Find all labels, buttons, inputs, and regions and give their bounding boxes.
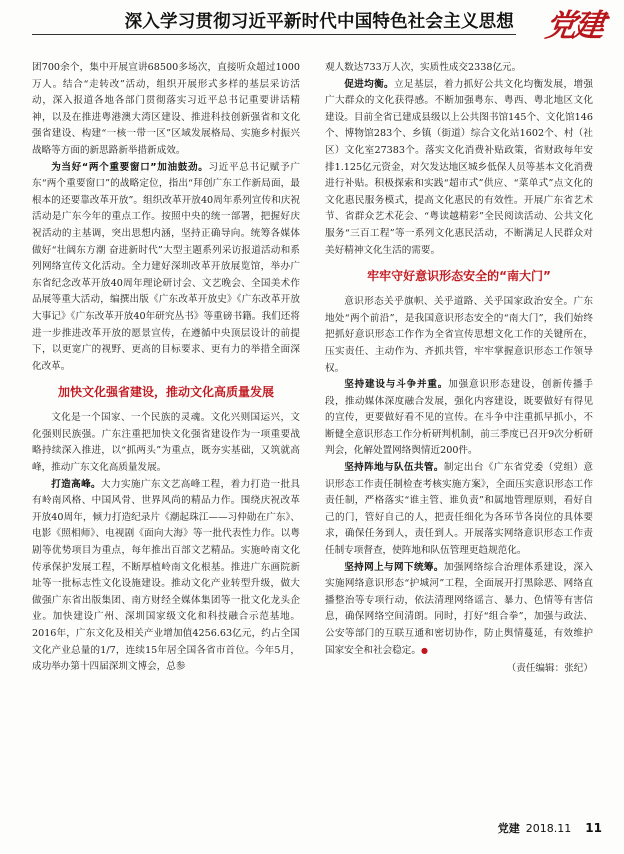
end-mark-icon: ● <box>420 645 428 655</box>
paragraph-lead: 促进均衡。 <box>344 78 395 90</box>
header-divider <box>32 34 516 35</box>
paragraph-body: 习近平总书记赋予广东“两个重要窗口”的战略定位，指出“拜创广东工作新局面，最根本的还要靠改革开放”。组织改革开放40周年系列宣传和庆祝活动是广东今年的重点工作。按照中央的统一部署，把握好庆祝活动的主基调，突出思想内涵，坚持正确导向。统筹各媒体做好“壮阔东方潮 奋进新时代”大型主题系列采访报道活动和系列网络宣传文化活动。全力建好深圳改革开放展览馆，举办广东省纪念改革开放40周年理论研讨会、文艺晚会、全国美术作品展等重大活动，编撰出版《广东改革开放史》《广东改革开放大事记》《广东改革开放40年研究丛书》等重磅书籍。我们还将进一步推进改革开放的愿景宣传，在遵循中央顶层设计的前提下，以更宽广的视野、更高的目标要求、更有力的举措全面深化改革。 <box>32 161 300 372</box>
page-footer <box>498 820 602 836</box>
paragraph-body: 立足基层，着力抓好公共文化均衡发展，增强广大群众的文化获得感。不断加强粤东、粤西、粤北地区文化建设。目前全省已建成县级以上公共图书馆145个、文化馆146个、博物馆283个、乡镇（街道）综合文化站1602个、村（社区）文化室27383个。落实文化消费补贴政策，省财政每年安排1.125亿元资金，对欠发达地区城乡低保人员等基本文化消费进行补贴。积极探索和实践“超市式”供应、“菜单式”点文化的文化惠民服务模式，提高文化惠民的有效性。开展广东省艺术节、省群众艺术花会、“粤读越精彩”全民阅读活动、公共文化服务“三百工程”等一系列文化惠民活动，不断满足人民群众对美好精神文化生活的需要。 <box>325 78 594 256</box>
paragraph-lead: 坚持建设与斗争并重。 <box>344 379 449 391</box>
paragraph: 意识形态关乎旗帜、关乎道路、关乎国家政治安全。广东地处“两个前沿”，是我国意识形态安全的“南大门”，我们始终把抓好意识形态工作作为全省宣传思想文化工作的关键所在，压实责任、主动作为、齐抓共管，牢牢掌握意识形态工作领导权。 <box>325 296 593 374</box>
paragraph-lead: 坚持网上与网下统筹。 <box>344 561 444 573</box>
paragraph <box>32 160 300 376</box>
section-heading: 牢牢守好意识形态安全的“南大门” <box>367 269 551 284</box>
paragraph-body: 加强意识形态建设，创新传播手段，推动媒体深度融合发展，强化内容建设，既要做好有得见的宣传，更要做好看不见的宣传。在斗争中注重抓早抓小，不断健全意识形态工作分析研判机制，前三季度已召开9次分析研判会，化解处置网络舆情近200件。 <box>325 379 594 457</box>
page-number: 11 <box>585 821 602 835</box>
page-header <box>0 0 624 46</box>
editor-credit: （责任编辑：张纪） <box>506 663 593 675</box>
footer-magazine: 党建 <box>497 822 520 835</box>
header-title: 深入学习贯彻习近平新时代中国特色社会主义思想 <box>124 12 514 32</box>
paragraph-body: 大力实施广东文艺高峰工程，着力打造一批具有岭南风格、中国风骨、世界风尚的精品力作。围绕庆祝改革开放40周年，倾力打造纪录片《潮起珠江——习仲勋在广东》、电影《照相师》、电视剧《面向大海》等一批代表性力作。以粤剧等优势项目为重点，每年推出百部文艺精品。实施岭南文化传承保护发展工程，不断厚植岭南文化根基。推进广东画院新址等一批标志性文化设施建设。推动文化产业转型升级，做大做强广东省出版集团、南方财经全媒体集团等一批文化龙头企业。加快建设广州、深圳国家级文化和科技融合示范基地。2016年，广东文化及相关产业增加值4256.63亿元，约占全国文化产业总量的1/7，连续15年居全国各省市首位。今年5月，成功举办第十四届深圳文博会，总参 <box>32 478 301 673</box>
paragraph-lead: 为当好“两个重要窗口”加油鼓劲。 <box>51 161 209 173</box>
paragraph <box>325 560 593 660</box>
paragraph-body: 加强网络综合治理体系建设，深入实施网络意识形态“护城河”工程，全面展开打黑除恶、网络直播整治等专项行动，依法清理网络谣言、暴力、色情等有害信息，确保网络空间清朗。同时，打好“组合拳”，加强与政法、公安等部门的互联互通和密切协作，防止舆情蔓延，有效维护国家安全和社会稳定。 <box>325 561 594 656</box>
paragraph-lead: 打造高峰。 <box>51 478 102 490</box>
paragraph: 观人数达733万人次，实质性成交2338亿元。 <box>325 62 522 73</box>
right-column <box>325 60 593 678</box>
paragraph <box>325 377 593 460</box>
footer-issue: 2018.11 <box>525 822 572 835</box>
section-heading: 加快文化强省建设，推动文化高质量发展 <box>57 385 274 400</box>
paragraph-body: 制定出台《广东省党委（党组）意识形态工作责任制检查考核实施方案》，全面压实意识形态工作责任制，严格落实“谁主管、谁负责”和属地管理原则，看好自己的门，管好自己的人，把责任细化为各环节各岗位的具体要求，确保任务到人，责任到人。开展落实网络意识形态工作责任制专项督查，使阵地和队伍管理更趋规范化。 <box>325 462 594 557</box>
paragraph-lead: 坚持阵地与队伍共管。 <box>344 462 444 474</box>
paragraph <box>32 477 300 676</box>
left-column <box>32 60 300 676</box>
paragraph: 团700余个，集中开展宣讲68500多场次，直接听众超过1000万人。结合“走转改”活动，组织开展形式多样的基层采访活动，深入报道各地各部门贯彻落实习近平总书记重要讲话精神，以及在推进粤港澳大湾区建设、推进科技创新强省和文化强省建设、构建“一核一带一区”区域发展格局、实施乡村振兴战略等方面的新思路新举措新成效。 <box>32 62 300 156</box>
paragraph <box>325 77 593 260</box>
paragraph <box>325 460 593 560</box>
paragraph: 文化是一个国家、一个民族的灵魂。文化兴则国运兴，文化强则民族强。广东注重把加快文化强省建设作为一项重要战略持续深入推进，以“抓两头”为重点，既夯实基础，又筑就高峰，推动广东文化高质量发展。 <box>32 412 300 474</box>
magazine-logo: 党建 <box>542 8 605 44</box>
